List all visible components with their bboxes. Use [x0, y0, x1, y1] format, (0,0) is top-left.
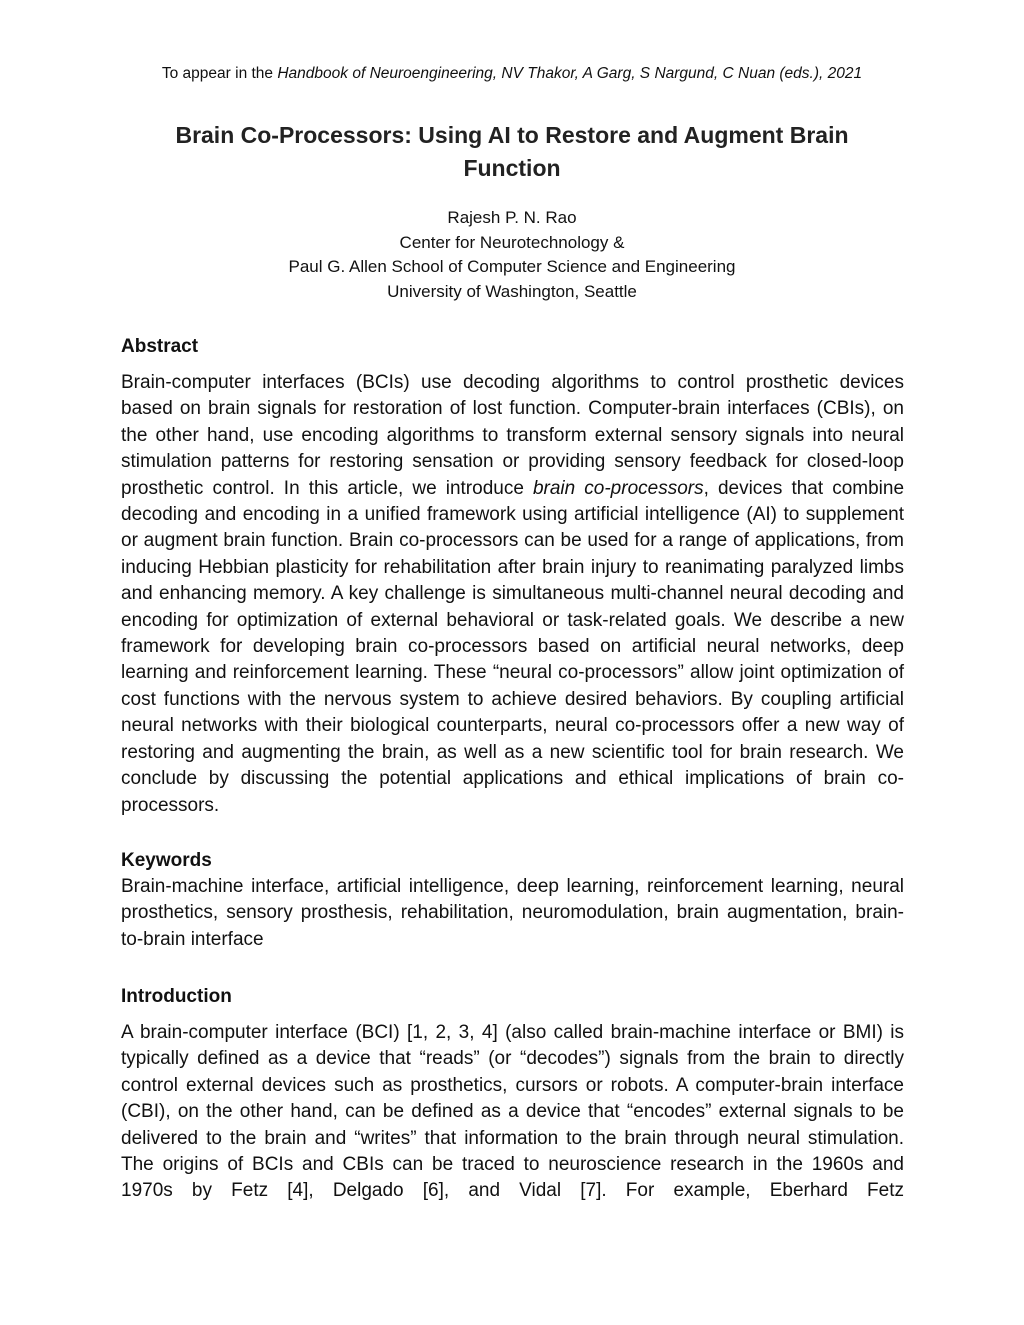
paper-title: Brain Co-Processors: Using AI to Restore and Augment Brain Function — [175, 122, 849, 181]
author-name: Rajesh P. N. Rao — [447, 208, 577, 227]
keywords-heading: Keywords — [121, 850, 212, 871]
publication-note-venue: Handbook of Neuroengineering, NV Thakor, A Garg, S Nargund, C Nuan (eds.), 2021 — [277, 65, 863, 82]
abstract-text-part: , devices that combine decoding and encoding in a unified framework using artificial intelligence (AI) to supplement or augment brain function. Brain co-processors can be used for a range of applications, from inducing Hebbian plasticity for rehabilitation after brain injury to reanimating paralyzed limbs and enhancing memory. A key challenge is simultaneous multi-channel neural decoding and encoding for optimization of external behavioral or task-related goals. We describe a new framework for developing brain co-processors based on artificial neural networks, deep learning and reinforcement learning. These “neural co-processors” allow joint optimization of cost functions with the nervous system to achieve desired behaviors. By coupling artificial neural networks with their biological counterparts, neural co-processors offer a new way of restoring and augmenting the brain, as well as a new scientific tool for brain research. We conclude by discussing the potential applications and ethical implications of brain co-processors. — [121, 477, 905, 816]
publication-note — [0, 64, 1024, 84]
abstract-text — [121, 370, 904, 819]
publication-note-prefix: To appear in the — [161, 65, 278, 82]
author-affiliation: University of Washington, Seattle — [387, 282, 637, 302]
abstract-text-part: Brain-computer interfaces (BCIs) use decoding algorithms to control prosthetic devices based on brain signals for restoration of lost function. Computer-brain interfaces (CBIs), on the other hand, use encoding algorithms to transform external sensory signals into neural stimulation patterns for restoring sensation or providing sensory feedback for closed-loop prosthetic control. In this article, we introduce — [121, 372, 904, 499]
abstract-emphasis: brain co-processors — [532, 477, 704, 499]
author-affiliation: Paul G. Allen School of Computer Science and Engineering — [288, 257, 736, 277]
keywords-text: Brain-machine interface, artificial intelligence, deep learning, reinforcement learning, neural prosthetics, sensory prosthesis, rehabilitation, neuromodulation, brain augmentation, brain-to-brain interface — [121, 876, 904, 950]
introduction-heading: Introduction — [121, 986, 232, 1007]
author-affiliation: Center for Neurotechnology & — [399, 232, 625, 252]
introduction-text: A brain-computer interface (BCI) [1, 2, 3, 4] (also called brain-machine interface or BMI) is typically defined as a device that “reads” (or “decodes”) signals from the brain to directly control external devices such as prosthetics, cursors or robots. A computer-brain interface (CBI), on the other hand, can be defined as a device that “encodes” external signals to be delivered to the brain and “writes” that information to the brain through neural stimulation. The origins of BCIs and CBIs can be traced to neuroscience research in the 1960s and 1970s by Fetz [4], Delgado [6], and Vidal [7]. For example, Eberhard Fetz — [121, 1022, 904, 1202]
author-block — [0, 206, 1024, 305]
abstract-heading: Abstract — [121, 336, 199, 357]
